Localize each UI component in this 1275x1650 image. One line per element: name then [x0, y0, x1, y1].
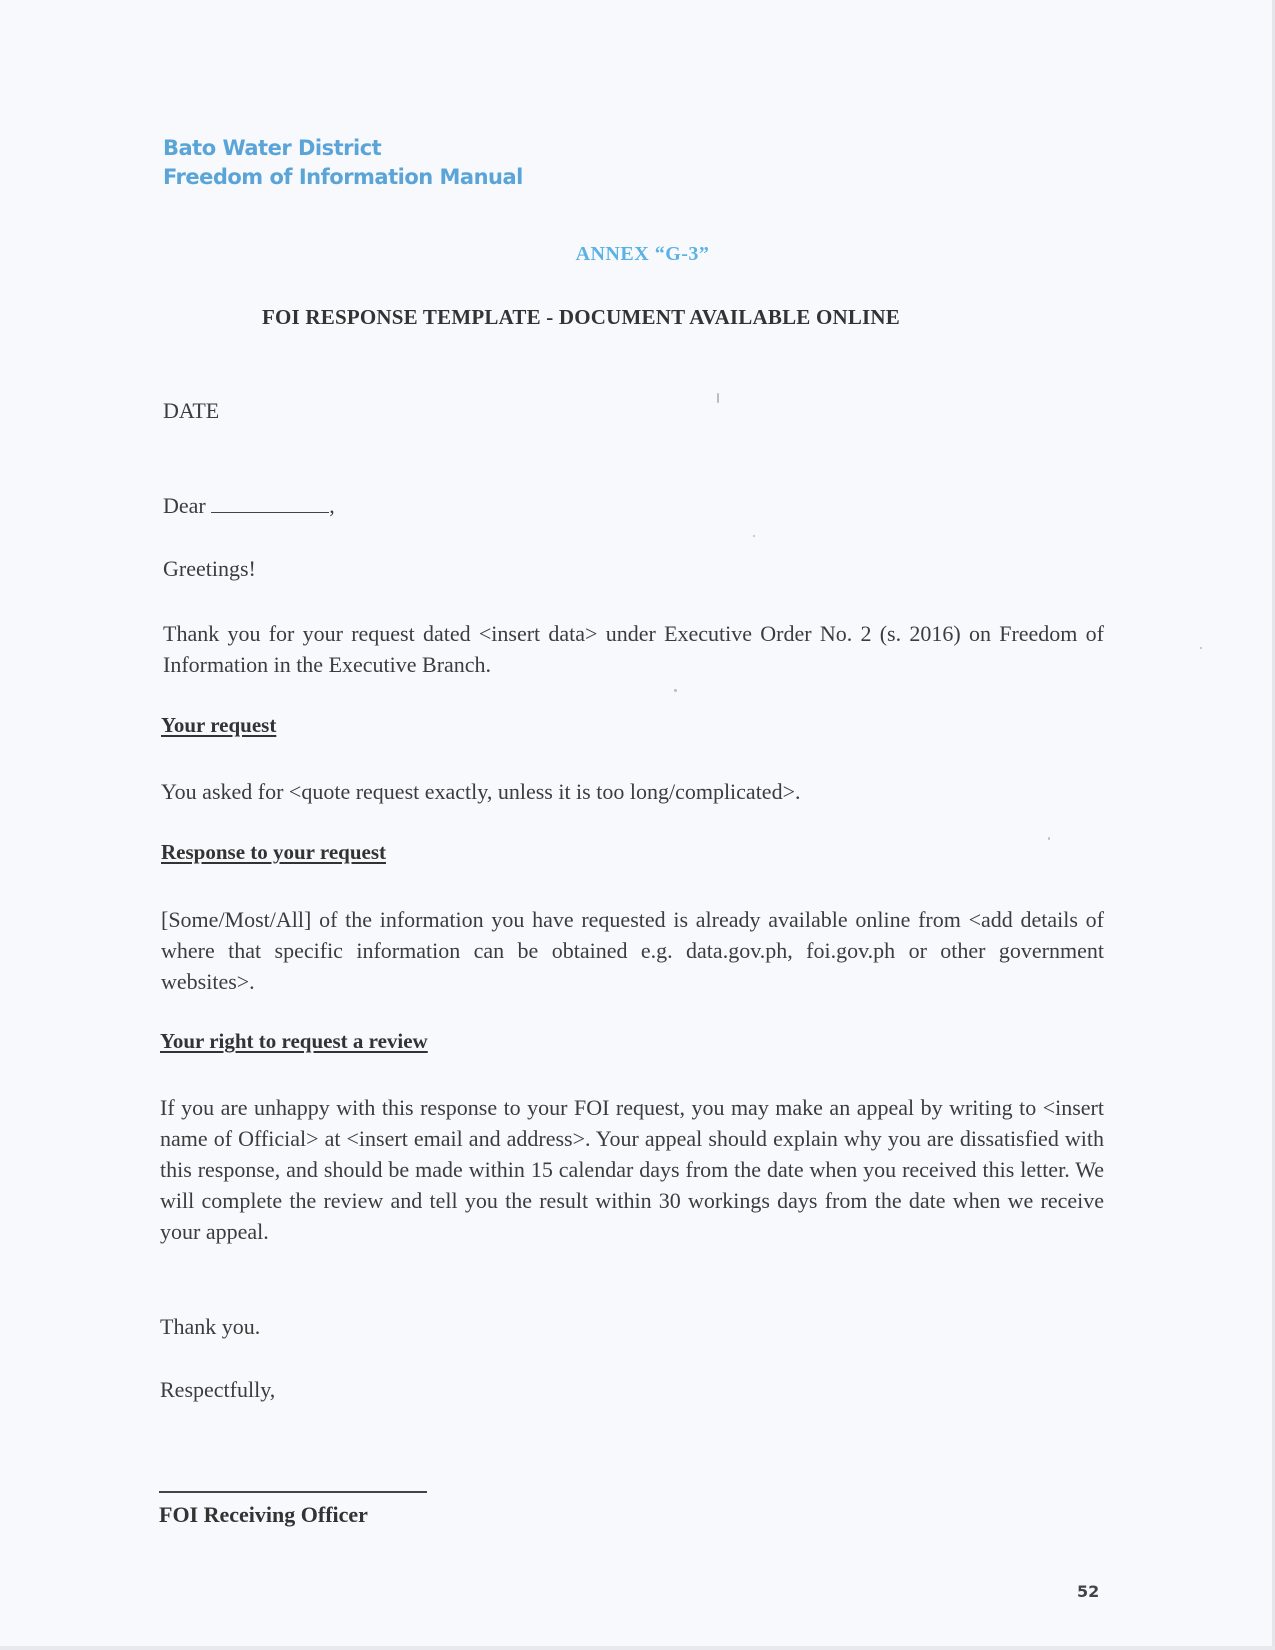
- valediction: Respectfully,: [160, 1377, 276, 1402]
- closing: Thank you.: [160, 1314, 261, 1339]
- document-header: [163, 134, 523, 192]
- signature-line: [159, 1491, 427, 1493]
- section-heading-response: Response to your request: [161, 840, 386, 864]
- annex-label: [0, 243, 1275, 266]
- salutation: [163, 490, 335, 521]
- section-heading-review: Your right to request a review: [160, 1029, 428, 1053]
- scan-speck: [1048, 837, 1050, 840]
- scan-speck: [674, 689, 677, 692]
- salutation-comma: ,: [329, 493, 335, 518]
- scan-speck: [1200, 647, 1202, 649]
- section-body-response: [Some/Most/All] of the information you have requested is already available online from <add details of where that specific information can be obtained e.g. data.gov.ph, foi.gov.ph or other government websites>.: [161, 907, 1104, 994]
- section-body-review: If you are unhappy with this response to your FOI request, you may make an appeal by writing to <insert name of Official> at <insert email and address>. Your appeal should explain why you are dissatisfied with this response, and should be made within 15 calendar days from the date when you received this letter. We will complete the review and tell you the result within 30 workings days from the date when we receive your appeal.: [160, 1095, 1104, 1244]
- section-heading-your-request: Your request: [161, 713, 277, 737]
- scan-edge: [0, 1646, 1275, 1650]
- salutation-text: Dear: [163, 493, 206, 518]
- page-number: 52: [1077, 1582, 1100, 1601]
- intro-paragraph: Thank you for your request dated <insert data> under Executive Order No. 2 (s. 2016) on Freedom of Information in the Executive Branch.: [163, 621, 1104, 677]
- annex-text: ANNEX “G-3”: [575, 243, 710, 265]
- scan-speck: [717, 393, 719, 403]
- section-body-your-request: You asked for <quote request exactly, unless it is too long/complicated>.: [161, 779, 801, 804]
- manual-name: Freedom of Information Manual: [163, 165, 523, 189]
- date-placeholder: DATE: [163, 398, 220, 423]
- recipient-blank-line: [211, 494, 329, 513]
- scan-speck: [753, 535, 755, 537]
- greeting: Greetings!: [163, 556, 256, 581]
- organization-name: Bato Water District: [163, 136, 382, 160]
- signatory-title: FOI Receiving Officer: [159, 1502, 368, 1527]
- document-title: FOI RESPONSE TEMPLATE - DOCUMENT AVAILABLE ONLINE: [262, 305, 900, 329]
